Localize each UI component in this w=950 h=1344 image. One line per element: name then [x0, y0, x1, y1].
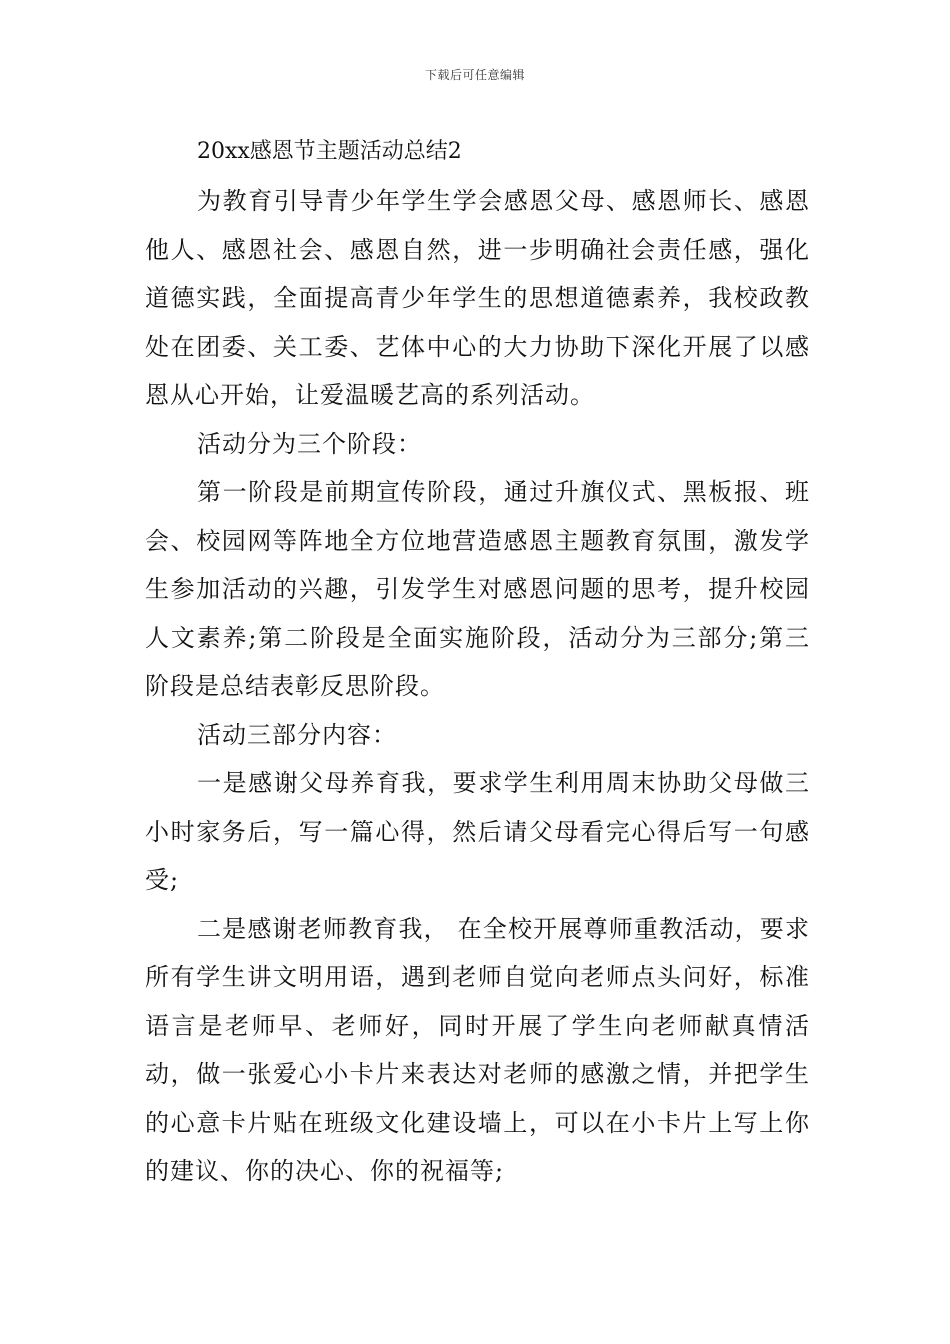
paragraph-stages: 第一阶段是前期宣传阶段，通过升旗仪式、黑板报、班会、校园网等阵地全方位地营造感恩主题教育氛围，激发学生参加活动的兴趣，引发学生对感恩问题的思考，提升校园人文素养;第二阶段是全面实施阶段，活动分为三部分;第三阶段是总结表彰反思阶段。 — [145, 478, 810, 700]
document-body — [145, 128, 810, 1196]
paragraph-intro: 为教育引导青少年学生学会感恩父母、感恩师长、感恩他人、感恩社会、感恩自然，进一步明确社会责任感，强化道德实践，全面提高青少年学生的思想道德素养，我校政教处在团委、关工委、艺体中心的大力协助下深化开展了以感恩从心开始，让爱温暖艺高的系列活动。 — [145, 187, 810, 409]
paragraph-stages-heading: 活动分为三个阶段： — [197, 429, 422, 458]
paragraph-part-one: 一是感谢父母养育我，要求学生利用周末协助父母做三小时家务后，写一篇心得，然后请父母看完心得后写一句感受; — [145, 769, 810, 894]
paragraph-parts-heading: 活动三部分内容： — [197, 720, 397, 749]
paragraph-part-two: 二是感谢老师教育我， 在全校开展尊师重教活动，要求所有学生讲文明用语，遇到老师自觉向老师点头问好，标准语言是老师早、老师好，同时开展了学生向老师献真情活动，做一张爱心小卡片来表达对老师的感激之情，并把学生的心意卡片贴在班级文化建设墙上，可以在小卡片上写上你的建议、你的决心、你的祝福等; — [145, 914, 810, 1185]
header-note: 下载后可任意编辑 — [424, 68, 525, 82]
document-title: 20xx感恩节主题活动总结2 — [197, 139, 462, 164]
